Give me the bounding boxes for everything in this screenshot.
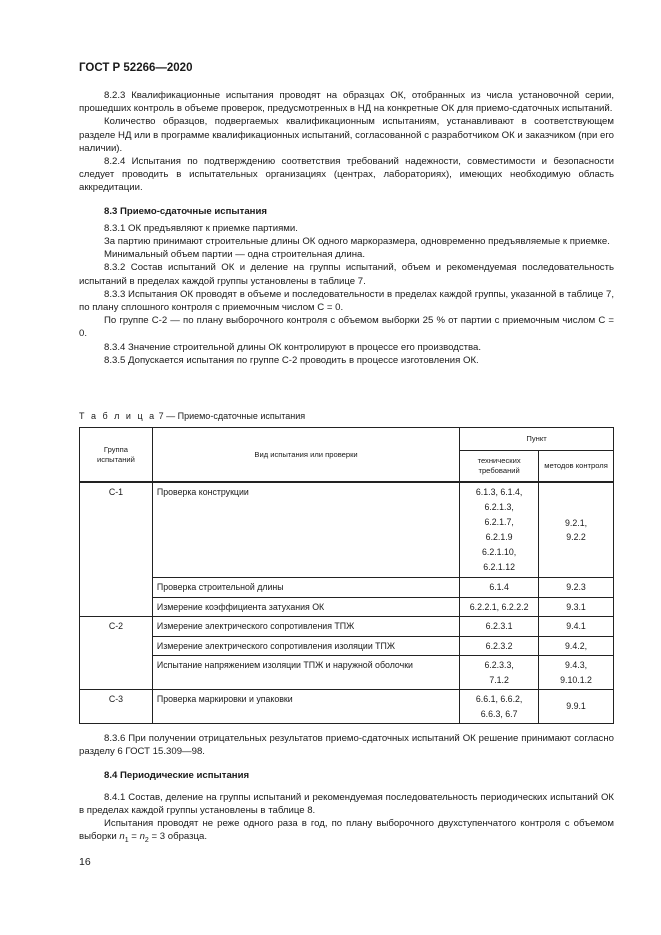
n2-subscript: 2 xyxy=(144,837,149,845)
paragraph-8-3-3: 8.3.3 Испытания ОК проводят в объеме и последовательности в пределах каждой группы, указанной в таблице 7, по плану сплошного контроля с приемочным числом С = 0. xyxy=(79,288,614,314)
tech-line: 6.1.3, 6.1.4, xyxy=(475,487,523,497)
tech-line: 7.1.2 xyxy=(489,674,509,685)
methods-cell: 9.2.3 xyxy=(539,578,614,598)
kind-cell: Испытание напряжением изоляции ТПЖ и наружной оболочки xyxy=(152,656,459,690)
paragraph-min-lot: Минимальный объем партии — одна строительная длина. xyxy=(104,249,366,261)
freq-text: Испытания проводят не реже одного раза в год, по плану выборочного двухступенчатого контроля с объемом выборки xyxy=(79,818,614,843)
col-header-methods: методов контроля xyxy=(539,451,614,483)
tech-cell xyxy=(460,482,539,578)
kind-cell: Измерение коэффициента затухания ОК xyxy=(152,597,459,617)
paragraph-frequency xyxy=(79,817,614,847)
tech-cell: 6.2.3.1 xyxy=(460,617,539,637)
paragraph-8-3-2: 8.3.2 Состав испытаний ОК и деление на группы испытаний, объем и рекомендуемая последовательность испытаний в пределах каждой группы установлены в таблице 7. xyxy=(79,262,614,287)
paragraph-8-4-1: 8.4.1 Состав, деление на группы испытаний и рекомендуемая последовательность периодических испытаний ОК в пределах каждой группы установлены в таблице 8. xyxy=(79,791,614,816)
tech-cell xyxy=(460,656,539,690)
methods-line: 9.4.3, xyxy=(565,660,588,670)
tech-line: 6.2.1.9 xyxy=(485,532,513,542)
tech-cell: 6.1.4 xyxy=(460,578,539,598)
section-8-4-title: 8.4 Периодические испытания xyxy=(104,770,250,782)
methods-cell: 9.4.2, xyxy=(539,636,614,656)
table-row xyxy=(80,597,614,617)
n1-symbol: n xyxy=(119,831,125,843)
methods-line: 9.10.1.2 xyxy=(560,674,592,685)
table-row xyxy=(80,578,614,598)
methods-cell: 9.4.1 xyxy=(539,617,614,637)
table-row xyxy=(80,690,614,724)
tech-line: 6.6.1, 6.6.2, xyxy=(475,694,523,704)
n2-symbol: n xyxy=(139,831,145,843)
after-table-block xyxy=(79,732,614,847)
methods-line: 9.2.2 xyxy=(566,532,586,542)
tech-line: 6.6.3, 6.7 xyxy=(480,708,518,719)
table-row xyxy=(80,617,614,637)
paragraph-sample-count: Количество образцов, подвергаемых квалификационным испытаниям, устанавливают в соответствующем разделе НД или в программе квалификационных испытаний, согласованной с разработчиком ОК и заказчиком (при его наличии). xyxy=(79,116,614,154)
tech-line: 6.2.1.10, xyxy=(482,547,517,557)
methods-line: 9.2.1, xyxy=(565,517,588,528)
col-header-tech: технических требований xyxy=(460,451,539,483)
kind-cell: Измерение электрического сопротивления ТПЖ xyxy=(152,617,459,637)
tech-cell: 6.2.3.2 xyxy=(460,636,539,656)
paragraph-8-2-4: 8.2.4 Испытания по подтверждению соответствия требований надежности, совместимости и безопасности следует проводить в испытательных организациях (центрах, лабораториях), имеющих необходимую область аккредитации. xyxy=(79,156,614,194)
paragraph-8-3-6: 8.3.6 При получении отрицательных результатов приемо-сдаточных испытаний ОК решение принимают согласно разделу 6 ГОСТ 15.309—98. xyxy=(79,733,614,758)
kind-cell: Измерение электрического сопротивления изоляции ТПЖ xyxy=(152,636,459,656)
tech-line: 6.2.1.12 xyxy=(483,562,516,572)
freq-tail: = 3 образца. xyxy=(148,831,208,843)
group-c2: С-2 xyxy=(80,617,153,690)
methods-cell xyxy=(539,482,614,578)
col-header-kind: Вид испытания или проверки xyxy=(152,428,459,483)
table-row xyxy=(80,482,614,578)
col-header-point: Пункт xyxy=(460,428,614,451)
table-7-caption xyxy=(79,411,305,421)
tech-line: 6.2.1.3, xyxy=(484,502,514,512)
methods-cell: 9.9.1 xyxy=(539,690,614,724)
kind-cell: Проверка конструкции xyxy=(152,482,459,578)
paragraph-c2-sampling: По группе С-2 — по плану выборочного контроля с объемом выборки 25 % от партии с приемочным числом С = 0. xyxy=(79,315,614,340)
paragraph-8-3-1: 8.3.1 ОК предъявляют к приемке партиями. xyxy=(104,222,298,234)
section-8-3-title: 8.3 Приемо-сдаточные испытания xyxy=(104,205,267,217)
paragraph-8-2-3: 8.2.3 Квалификационные испытания проводят на образцах ОК, отобранных из числа установочной серии, прошедших контроль в объеме проверок, предусмотренных в НД на конкретные ОК для приемо-сдаточных испытаний. xyxy=(79,90,614,115)
table-caption-prefix: Т а б л и ц а xyxy=(79,411,157,421)
equals-sign: = xyxy=(128,831,140,843)
tech-line: 6.2.1.7, xyxy=(484,517,514,527)
kind-cell: Проверка маркировки и упаковки xyxy=(152,690,459,724)
standard-header: ГОСТ Р 52266—2020 xyxy=(79,62,193,74)
page-number: 16 xyxy=(79,856,91,868)
paragraph-lot: За партию принимают строительные длины ОК одного маркоразмера, одновременно предъявляемые к приемке. xyxy=(104,236,610,248)
kind-cell: Проверка строительной длины xyxy=(152,578,459,598)
paragraph-8-3-4: 8.3.4 Значение строительной длины ОК контролируют в процессе его производства. xyxy=(104,341,482,353)
table-7 xyxy=(79,427,614,724)
intro-block xyxy=(79,89,614,367)
group-c1: С-1 xyxy=(80,482,153,617)
table-caption-title: 7 — Приемо-сдаточные испытания xyxy=(156,411,306,421)
col-header-group: Группа испытаний xyxy=(80,428,153,483)
table-row xyxy=(80,636,614,656)
table-row xyxy=(80,656,614,690)
methods-cell: 9.3.1 xyxy=(539,597,614,617)
tech-line: 6.2.3.3, xyxy=(484,660,514,670)
methods-cell xyxy=(539,656,614,690)
group-c3: С-3 xyxy=(80,690,153,724)
n1-subscript: 1 xyxy=(124,837,129,845)
paragraph-8-3-5: 8.3.5 Допускается испытания по группе С-2 проводить в процессе изготовления ОК. xyxy=(104,354,479,366)
tech-cell xyxy=(460,690,539,724)
tech-cell: 6.2.2.1, 6.2.2.2 xyxy=(460,597,539,617)
